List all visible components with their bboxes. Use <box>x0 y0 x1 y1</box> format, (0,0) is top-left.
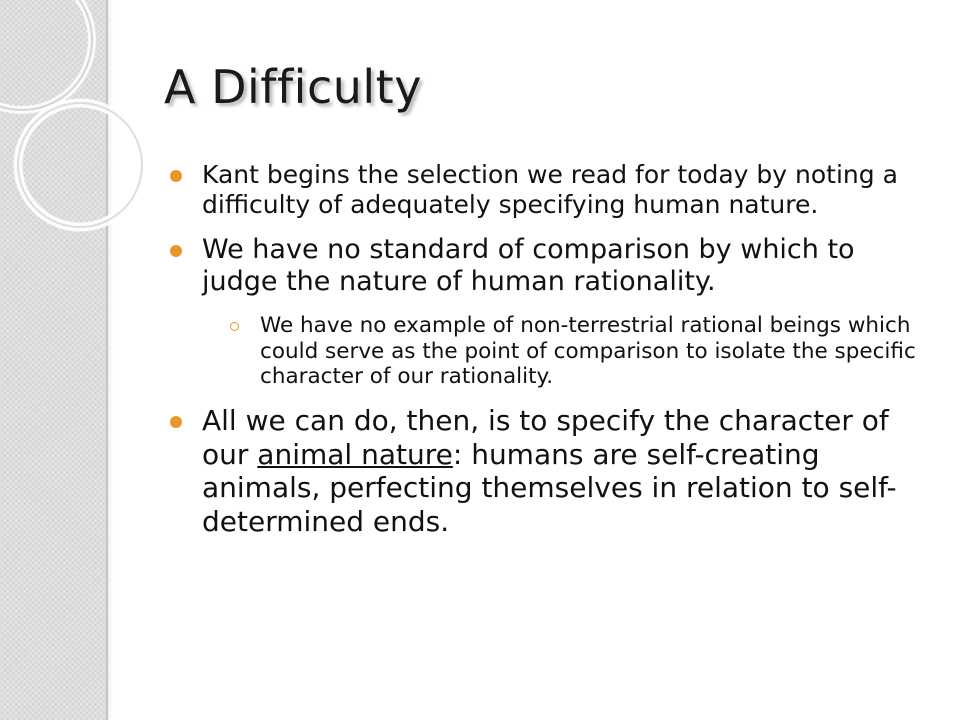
underlined-term: animal nature <box>257 437 453 471</box>
bullet-text: Kant begins the selection we read for today by noting a difficulty of adequately specifying human nature. <box>202 160 898 219</box>
bullet-icon <box>170 245 182 257</box>
sub-bullet-item <box>202 313 930 390</box>
bullet-text-end: : humans are self-creating animals, perfecting themselves in relation to self-determined ends. <box>202 437 897 538</box>
sub-bullet-icon <box>230 322 239 331</box>
bullet-icon <box>170 170 182 182</box>
bullet-list <box>170 160 930 553</box>
bullet-icon <box>170 416 182 428</box>
bullet-item <box>170 404 930 538</box>
bullet-text-start: All we can do, then, is to specify the character of our <box>202 404 889 471</box>
bullet-item <box>170 160 930 220</box>
sub-bullet-text: We have no example of non-terrestrial rational beings which could serve as the point of comparison to isolate the specific character of our rationality. <box>260 312 916 390</box>
bullet-item <box>170 234 930 390</box>
bullet-text: We have no standard of comparison by which to judge the nature of human rationality. <box>202 234 855 298</box>
slide-title: A Difficulty <box>164 60 422 114</box>
decorative-sidebar <box>0 0 108 720</box>
